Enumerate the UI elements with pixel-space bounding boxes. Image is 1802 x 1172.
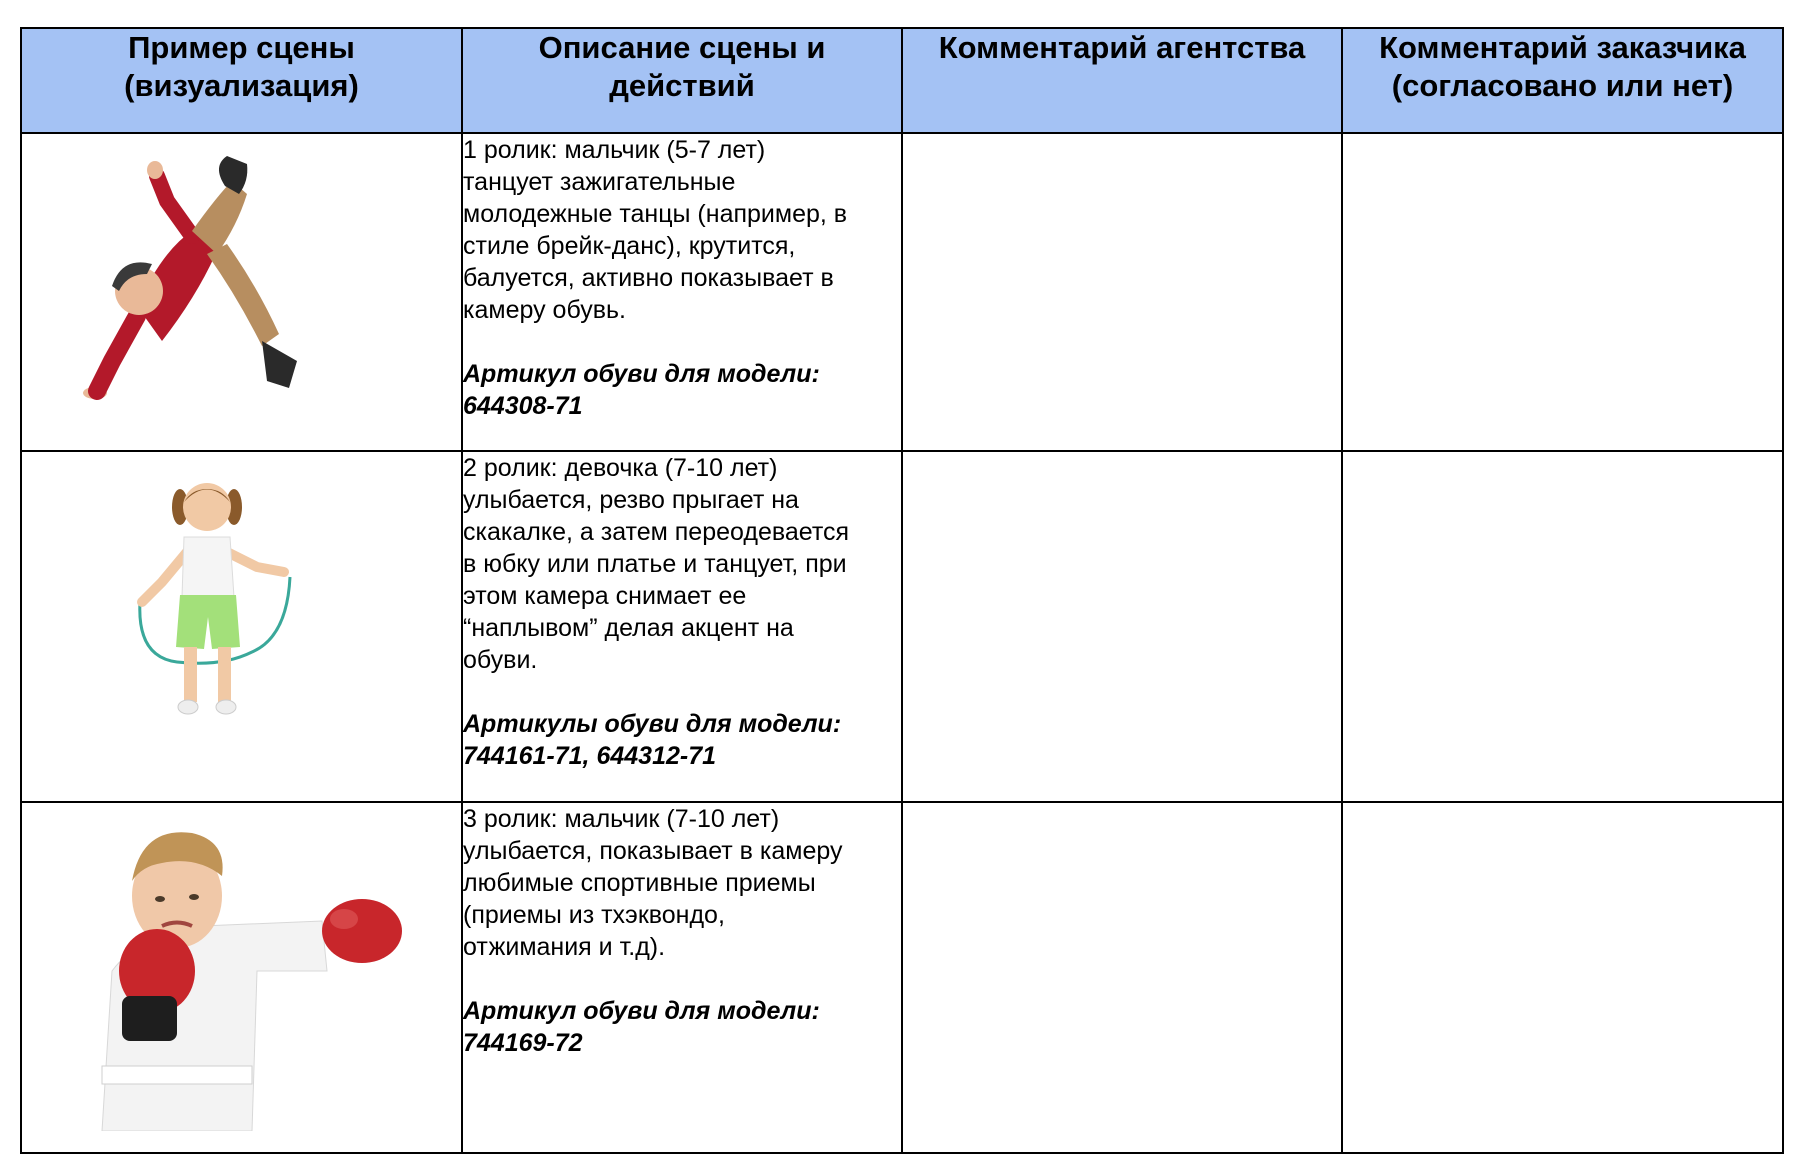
article-codes: 744161-71, 644312-71 (463, 742, 717, 770)
header-line: (визуализация) (124, 68, 359, 103)
agency-comment-cell[interactable] (902, 451, 1342, 802)
scene-description-text: 3 ролик: мальчик (7-10 лет) улыбается, показывает в камеру любимые спортивные приемы (приемы из тхэквондо, отжимания и т.д). (463, 805, 843, 961)
scene-image-cell (21, 451, 462, 802)
scene-image-cell (21, 802, 462, 1153)
scene-description-cell (462, 133, 902, 451)
header-line: (согласовано или нет) (1391, 68, 1734, 103)
boy-boxing-gloves-photo (82, 821, 402, 1131)
client-comment-cell[interactable] (1342, 133, 1783, 451)
client-comment-cell[interactable] (1342, 802, 1783, 1153)
article-label: Артикул обуви для модели: (463, 997, 820, 1025)
header-agency-comment (902, 28, 1342, 133)
header-line: Описание сцены и (538, 30, 826, 65)
table-row (21, 802, 1783, 1153)
breakdancing-boy-photo (67, 156, 327, 426)
header-line: действий (609, 68, 755, 103)
scene-description-cell (462, 451, 902, 802)
header-line: Пример сцены (128, 30, 355, 65)
header-line: Комментарий заказчика (1379, 30, 1746, 65)
girl-jump-rope-photo (112, 467, 312, 747)
agency-comment-cell[interactable] (902, 133, 1342, 451)
table-row (21, 133, 1783, 451)
scene-description-text: 1 ролик: мальчик (5-7 лет) танцует зажигательные молодежные танцы (например, в стиле брейк-данс), крутится, балуется, активно показывает в камеру обувь. (463, 136, 848, 324)
scene-description-cell (462, 802, 902, 1153)
scene-image-cell (21, 133, 462, 451)
table-row (21, 451, 1783, 802)
header-scene-description (462, 28, 902, 133)
scenes-table (20, 27, 1784, 1154)
agency-comment-cell[interactable] (902, 802, 1342, 1153)
client-comment-cell[interactable] (1342, 451, 1783, 802)
scene-description-text: 2 ролик: девочка (7-10 лет) улыбается, резво прыгает на скакалке, а затем переодевается в юбку или платье и танцует, при этом камера снимает ее “наплывом” делая акцент на обуви. (463, 454, 850, 674)
article-codes: 744169-72 (463, 1029, 583, 1057)
article-label: Артикулы обуви для модели: (463, 710, 842, 738)
header-line: Комментарий агентства (938, 30, 1306, 65)
header-row (21, 28, 1783, 133)
header-client-comment (1342, 28, 1783, 133)
article-codes: 644308-71 (463, 392, 583, 420)
article-label: Артикул обуви для модели: (463, 360, 820, 388)
header-example-scene (21, 28, 462, 133)
